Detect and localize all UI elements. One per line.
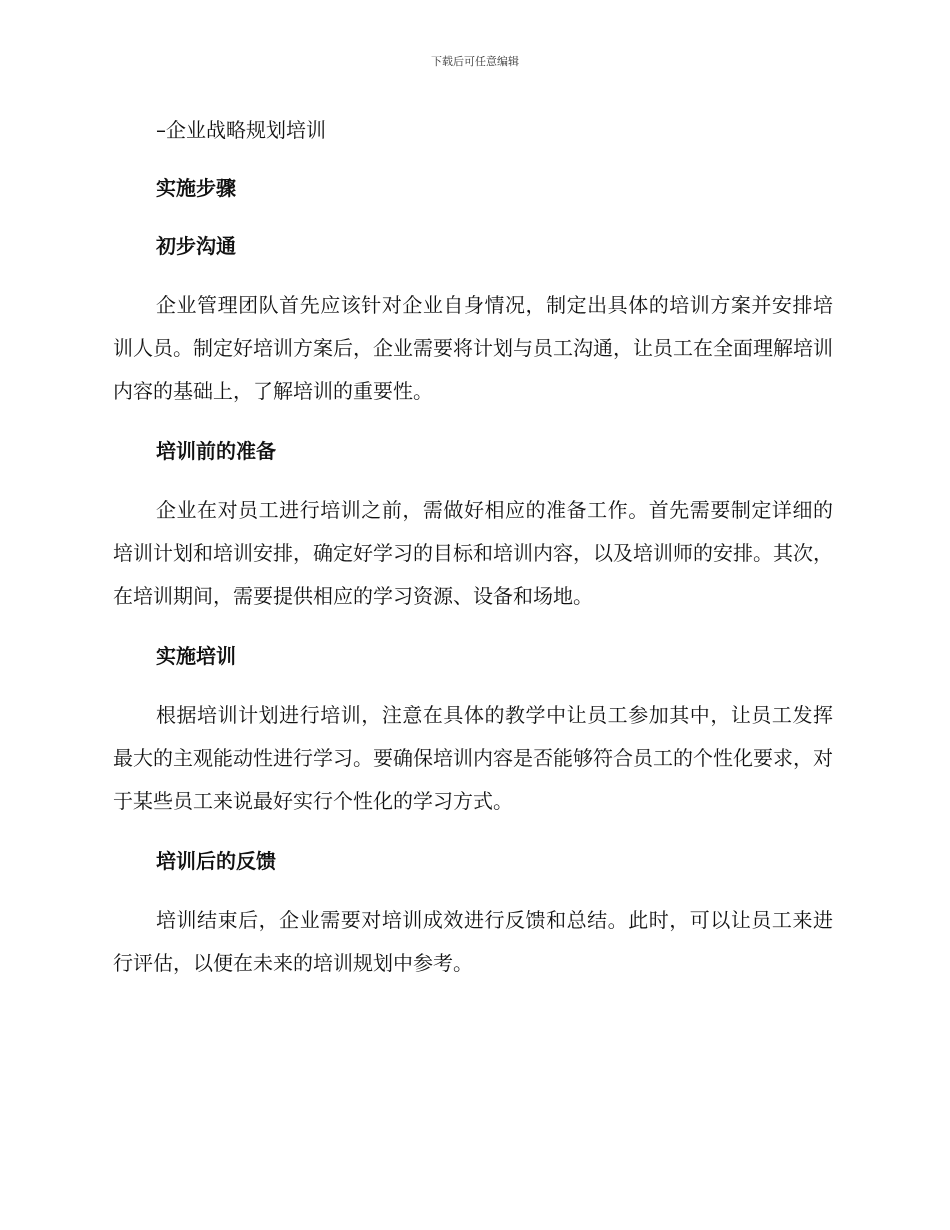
list-item-strategy-training: –企业战略规划培训: [156, 118, 326, 142]
heading-implement-training: 实施培训: [156, 644, 236, 668]
heading-initial-communication: 初步沟通: [156, 234, 236, 258]
paragraph-initial-communication: 企业管理团队首先应该针对企业自身情况，制定出具体的培训方案并安排培训人员。制定好培训方案后，企业需要将计划与员工沟通，让员工在全面理解培训内容的基础上，了解培训的重要性。: [113, 293, 833, 403]
heading-pre-training-preparation: 培训前的准备: [156, 439, 276, 463]
section-title-implementation-steps: 实施步骤: [156, 176, 236, 200]
paragraph-implement-training: 根据培训计划进行培训，注意在具体的教学中让员工参加其中，让员工发挥最大的主观能动性进行学习。要确保培训内容是否能够符合员工的个性化要求，对于某些员工来说最好实行个性化的学习方式。: [113, 703, 833, 813]
paragraph-post-training-feedback: 培训结束后，企业需要对培训成效进行反馈和总结。此时，可以让员工来进行评估，以便在未来的培训规划中参考。: [113, 908, 833, 975]
heading-post-training-feedback: 培训后的反馈: [156, 849, 276, 873]
paragraph-pre-training-preparation: 企业在对员工进行培训之前，需做好相应的准备工作。首先需要制定详细的培训计划和培训安排，确定好学习的目标和培训内容，以及培训师的安排。其次，在培训期间，需要提供相应的学习资源、设备和场地。: [113, 498, 833, 608]
page-header: 下载后可任意编辑: [431, 55, 519, 68]
document-body: [113, 110, 833, 985]
